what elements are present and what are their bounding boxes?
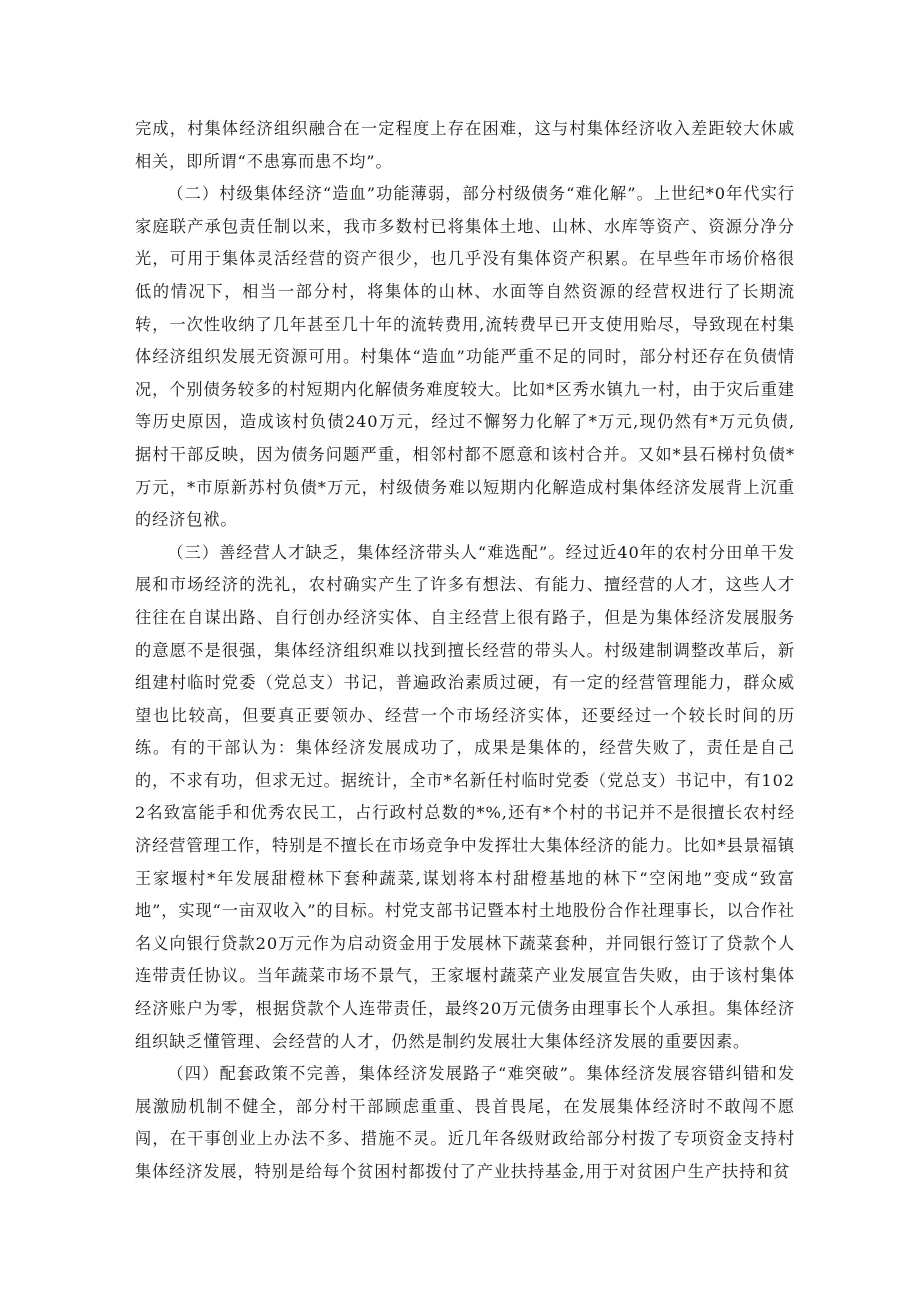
paragraph-section-2: （二）村级集体经济“造血”功能薄弱，部分村级债务“难化解”。上世纪*0年代实行家庭联产承包责任制以来，我市多数村已将集体土地、山林、水库等资产、资源分净分光，可用于集体灵活经营的资产很少，也几乎没有集体资产积累。在早些年市场价格很低的情况下，相当一部分村，将集体的山林、水面等自然资源的经营权进行了长期流转，一次性收纳了几年甚至几十年的流转费用,流转费早已开支使用贻尽，导致现在村集体经济组织发展无资源可用。村集体“造血”功能严重不足的同时，部分村还存在负债情况，个别债务较多的村短期内化解债务难度较大。比如*区秀水镇九一村，由于灾后重建等历史原因，造成该村负债240万元，经过不懈努力化解了*万元,现仍然有*万元负债,据村干部反映，因为债务问题严重，相邻村都不愿意和该村合并。又如*县石梯村负债*万元，*市原新苏村负债*万元，村级债务难以短期内化解造成村集体经济发展背上沉重的经济包袱。: [135, 184, 795, 530]
paragraph-section-3: （三）善经营人才缺乏，集体经济带头人“难选配”。经过近40年的农村分田单干发展和市场经济的洗礼，农村确实产生了许多有想法、有能力、擅经营的人才，这些人才往往在自谋出路、自行创办经济实体、自主经营上很有路子，但是为集体经济发展服务的意愿不是很强，集体经济组织难以找到擅长经营的带头人。村级建制调整改革后，新组建村临时党委（党总支）书记，普遍政治素质过硬，有一定的经营管理能力，群众威望也比较高，但要真正要领办、经营一个市场经济实体，还要经过一个较长时间的历练。有的干部认为：集体经济发展成功了，成果是集体的，经营失败了，责任是自己的，不求有功，但求无过。据统计，全市*名新任村临时党委（党总支）书记中，有1022名致富能手和优秀农民工，占行政村总数的*%,还有*个村的书记并不是很擅长农村经济经营管理工作，特别是不擅长在市场竞争中发挥壮大集体经济的能力。比如*县景福镇王家堰村*年发展甜橙林下套种蔬菜,谋划将本村甜橙基地的林下“空闲地”变成“致富地”，实现“一亩双收入”的目标。村党支部书记暨本村土地股份合作社理事长，以合作社名义向银行贷款20万元作为启动资金用于发展林下蔬菜套种，并同银行签订了贷款个人连带责任协议。当年蔬菜市场不景气，王家堰村蔬菜产业发展宣告失败，由于该村集体经济账户为零，根据贷款个人连带责任，最终20万元债务由理事长个人承担。集体经济组织缺乏懂管理、会经营的人才，仍然是制约发展壮大集体经济发展的重要因素。: [135, 542, 795, 1051]
document-body: [135, 113, 795, 1189]
paragraph-continuation: 完成，村集体经济组织融合在一定程度上存在困难，这与村集体经济收入差距较大休戚相关，即所谓“不患寡而患不均”。: [135, 119, 795, 171]
paragraph-section-4: （四）配套政策不完善，集体经济发展路子“难突破”。集体经济发展容错纠错和发展激励机制不健全，部分村干部顾虑重重、畏首畏尾，在发展集体经济时不敢闯不愿闯，在干事创业上办法不多、措施不灵。近几年各级财政给部分村拨了专项资金支持村集体经济发展，特别是给每个贫困村都拨付了产业扶持基金,用于对贫困户生产扶持和贫: [135, 1064, 795, 1181]
